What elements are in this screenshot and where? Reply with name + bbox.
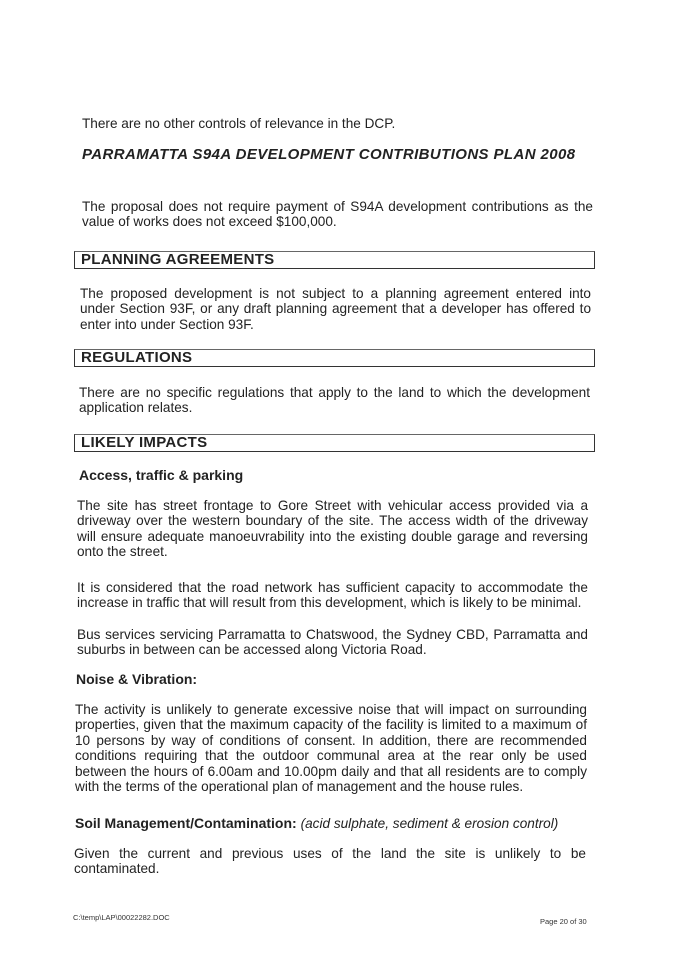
regulations-heading-box bbox=[74, 349, 595, 367]
soil-heading-title: Soil Management/Contamination: bbox=[75, 815, 297, 831]
footer-file-path: C:\temp\LAP\00022282.DOC bbox=[73, 913, 170, 922]
planning-agreements-paragraph: The proposed development is not subject to a planning agreement entered into under Section 93F, or any draft planning agreement that a developer has offered to enter into under Section 93F. bbox=[80, 286, 591, 332]
contributions-heading: PARRAMATTA S94A DEVELOPMENT CONTRIBUTIONS PLAN 2008 bbox=[82, 146, 576, 163]
regulations-paragraph: There are no specific regulations that apply to the land to which the development application relates. bbox=[79, 385, 590, 416]
access-traffic-heading: Access, traffic & parking bbox=[79, 467, 244, 483]
planning-agreements-heading: PLANNING AGREEMENTS bbox=[81, 251, 275, 268]
noise-paragraph: The activity is unlikely to generate excessive noise that will impact on surrounding properties, given that the maximum capacity of the facility is limited to a maximum of 10 persons by way of conditions of consent. In addition, there are recommended conditions requiring that the outdoor communal area at the rear only be used between the hours of 6.00am and 10.00pm daily and that all residents are to comply with the terms of the operational plan of management and the house rules. bbox=[75, 702, 587, 795]
soil-heading-note: (acid sulphate, sediment & erosion control) bbox=[300, 816, 559, 831]
soil-heading bbox=[75, 815, 558, 832]
planning-agreements-heading-box bbox=[74, 251, 595, 269]
regulations-heading: REGULATIONS bbox=[81, 349, 193, 366]
noise-vibration-heading: Noise & Vibration: bbox=[76, 671, 198, 687]
access-paragraph-2: It is considered that the road network has sufficient capacity to accommodate the increase in traffic that will result from this development, which is likely to be minimal. bbox=[77, 580, 588, 611]
footer-page-number: Page 20 of 30 bbox=[540, 917, 587, 926]
contributions-paragraph: The proposal does not require payment of S94A development contributions as the value of works does not exceed $100,000. bbox=[82, 199, 593, 230]
intro-paragraph: There are no other controls of relevance in the DCP. bbox=[82, 116, 396, 131]
likely-impacts-heading-box bbox=[74, 434, 595, 452]
likely-impacts-heading: LIKELY IMPACTS bbox=[81, 434, 208, 451]
access-paragraph-3: Bus services servicing Parramatta to Chatswood, the Sydney CBD, Parramatta and suburbs in between can be accessed along Victoria Road. bbox=[77, 627, 588, 658]
access-paragraph-1: The site has street frontage to Gore Street with vehicular access provided via a driveway over the western boundary of the site. The access width of the driveway will ensure adequate manoeuvrability into the existing double garage and reversing onto the street. bbox=[77, 498, 588, 560]
soil-paragraph: Given the current and previous uses of the land the site is unlikely to be contaminated. bbox=[74, 846, 586, 877]
